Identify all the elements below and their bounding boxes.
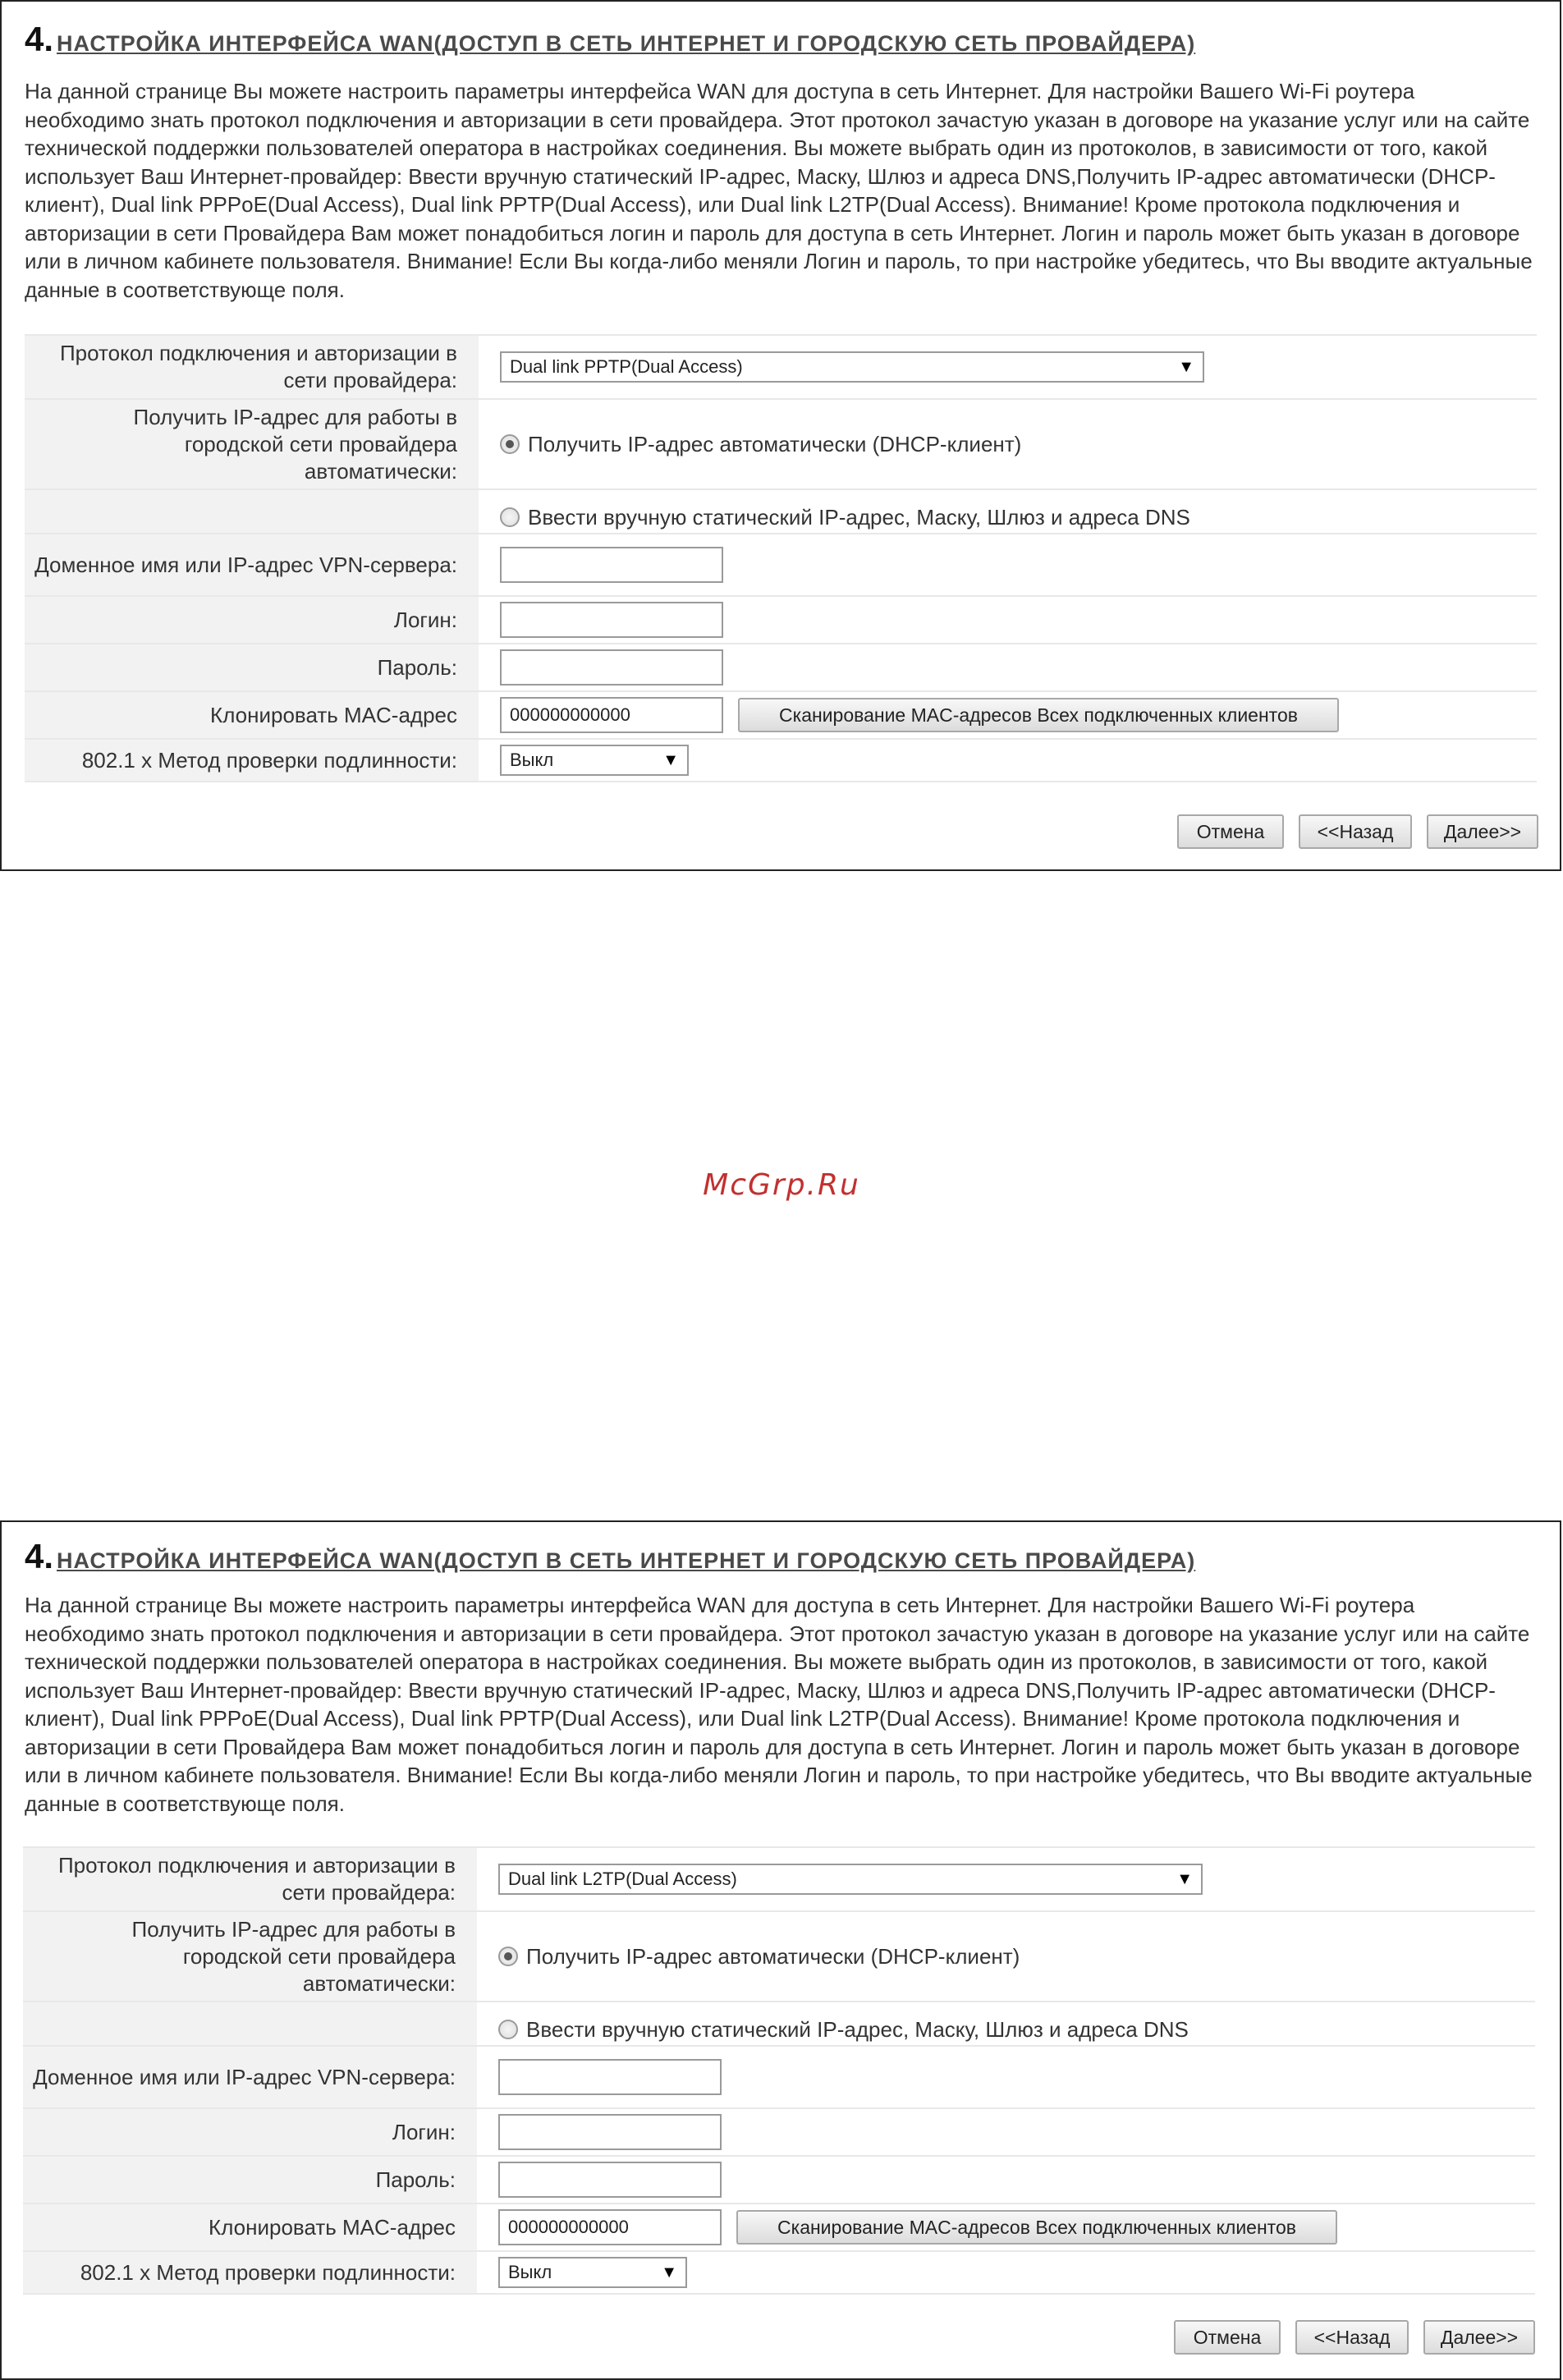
- clone-mac-label: Клонировать MAC-адрес: [23, 2204, 477, 2250]
- vpn-server-row: [23, 2045, 1535, 2107]
- page-title: [25, 1537, 1195, 1576]
- password-label: Пароль:: [25, 644, 479, 690]
- page-title: [25, 20, 1195, 59]
- protocol-row: [25, 334, 1537, 398]
- vpn-server-label: Доменное имя или IP-адрес VPN-сервера:: [23, 2047, 477, 2107]
- password-input[interactable]: [498, 2162, 722, 2198]
- static-ip-row: [23, 2001, 1535, 2045]
- protocol-select[interactable]: [500, 351, 1204, 383]
- cancel-button[interactable]: Отмена: [1174, 2320, 1281, 2355]
- step-number: 4.: [25, 20, 54, 58]
- password-row: [25, 643, 1537, 690]
- wan-form: [25, 334, 1537, 782]
- protocol-label: Протокол подключения и авторизации в сети провайдера:: [23, 1848, 477, 1910]
- radio-selected-dot: [506, 440, 514, 448]
- chevron-down-icon: ▼: [1176, 1869, 1193, 1888]
- protocol-row: [23, 1846, 1535, 1910]
- auth-8021x-row: [25, 738, 1537, 782]
- clone-mac-row: [25, 690, 1537, 738]
- static-ip-row: [25, 488, 1537, 533]
- watermark: McGrp.Ru: [703, 1168, 860, 1202]
- back-button[interactable]: <<Назад: [1299, 814, 1412, 849]
- static-radio[interactable]: [500, 507, 520, 527]
- title-text: НАСТРОЙКА ИНТЕРФЕЙСА WAN(ДОСТУП В СЕТЬ ИНТЕРНЕТ И ГОРОДСКУЮ СЕТЬ ПРОВАЙДЕРА): [57, 1548, 1196, 1573]
- dhcp-option-label[interactable]: Получить IP-адрес автоматически (DHCP-клиент): [528, 431, 1022, 456]
- mac-input[interactable]: 000000000000: [498, 2209, 722, 2245]
- description: На данной странице Вы можете настроить параметры интерфейса WAN для доступа в сеть Интернет. Для настройки Вашего Wi-Fi роутера необходимо знать протокол подключения и авторизации в сети провайдера. Этот протокол зачастую указан в договоре на указание услуг или на сайте технической поддержки пользователей оператора в настройках соединения. Вы можете выбрать один из протоколов, в зависимости от того, какой использует Ваш Интернет-провайдер: Ввести вручную статический IP-адрес, Маску, Шлюз и адреса DNS,Получить IP-адрес автоматически (DHCP-клиент), Dual link PPPoE(Dual Access), Dual link PPTP(Dual Access), или Dual link L2TP(Dual Access). Внимание! Кроме протокола подключения и авторизации в сети Провайдера Вам может понадобиться логин и пароль для доступа в сеть Интернет. Логин и пароль может быть указан в договоре или в личном кабинете пользователя. Внимание! Если Вы когда-либо меняли Логин и пароль, то при настройке убедитесь, что Вы вводите актуальные данные в соответствующе поля.: [25, 1593, 1533, 1816]
- next-button[interactable]: Далее>>: [1427, 814, 1538, 849]
- login-row: [25, 595, 1537, 643]
- dhcp-radio[interactable]: [498, 1947, 518, 1966]
- chevron-down-icon: ▼: [1178, 357, 1194, 376]
- mac-input[interactable]: 000000000000: [500, 697, 723, 733]
- auth-8021x-value: Выкл: [510, 750, 554, 770]
- dhcp-radio[interactable]: [500, 434, 520, 454]
- clone-mac-label: Клонировать MAC-адрес: [25, 692, 479, 738]
- password-input[interactable]: [500, 649, 723, 686]
- dhcp-option-label[interactable]: Получить IP-адрес автоматически (DHCP-клиент): [526, 1943, 1020, 1969]
- login-row: [23, 2107, 1535, 2155]
- protocol-value: Dual link PPTP(Dual Access): [510, 356, 743, 377]
- auth-8021x-select[interactable]: [500, 745, 689, 776]
- password-label: Пароль:: [23, 2157, 477, 2203]
- auth-8021x-label: 802.1 x Метод проверки подлинности:: [25, 740, 479, 781]
- wan-form: [23, 1846, 1535, 2295]
- ip-mode-label: Получить IP-адрес для работы в городской сети провайдера автоматически:: [25, 400, 479, 488]
- login-label: Логин:: [23, 2109, 477, 2155]
- auth-8021x-select[interactable]: [498, 2257, 687, 2288]
- wan-settings-panel-pptp: [0, 0, 1561, 871]
- scan-mac-button[interactable]: Сканирование MAC-адресов Всех подключенных клиентов: [738, 698, 1339, 732]
- description: На данной странице Вы можете настроить параметры интерфейса WAN для доступа в сеть Интернет. Для настройки Вашего Wi-Fi роутера необходимо знать протокол подключения и авторизации в сети провайдера. Этот протокол зачастую указан в договоре на указание услуг или на сайте технической поддержки пользователей оператора в настройках соединения. Вы можете выбрать один из протоколов, в зависимости от того, какой использует Ваш Интернет-провайдер: Ввести вручную статический IP-адрес, Маску, Шлюз и адреса DNS,Получить IP-адрес автоматически (DHCP-клиент), Dual link PPPoE(Dual Access), Dual link PPTP(Dual Access), или Dual link L2TP(Dual Access). Внимание! Кроме протокола подключения и авторизации в сети Провайдера Вам может понадобиться логин и пароль для доступа в сеть Интернет. Логин и пароль может быть указан в договоре или в личном кабинете пользователя. Внимание! Если Вы когда-либо меняли Логин и пароль, то при настройке убедитесь, что Вы вводите актуальные данные в соответствующе поля.: [25, 79, 1533, 302]
- clone-mac-row: [23, 2203, 1535, 2250]
- cancel-button[interactable]: Отмена: [1177, 814, 1284, 849]
- step-number: 4.: [25, 1537, 54, 1575]
- login-input[interactable]: [498, 2114, 722, 2150]
- vpn-server-label: Доменное имя или IP-адрес VPN-сервера:: [25, 534, 479, 595]
- login-input[interactable]: [500, 602, 723, 638]
- static-radio[interactable]: [498, 2020, 518, 2039]
- auth-8021x-value: Выкл: [508, 2262, 552, 2282]
- next-button[interactable]: Далее>>: [1423, 2320, 1535, 2355]
- ip-mode-label: Получить IP-адрес для работы в городской сети провайдера автоматически:: [23, 1912, 477, 2001]
- static-option-label[interactable]: Ввести вручную статический IP-адрес, Маску, Шлюз и адреса DNS: [528, 504, 1190, 530]
- protocol-label: Протокол подключения и авторизации в сети провайдера:: [25, 336, 479, 398]
- chevron-down-icon: ▼: [661, 2263, 677, 2281]
- vpn-server-row: [25, 533, 1537, 595]
- protocol-select[interactable]: [498, 1864, 1203, 1895]
- radio-selected-dot: [504, 1952, 512, 1960]
- wan-settings-panel-l2tp: [0, 1520, 1561, 2380]
- protocol-value: Dual link L2TP(Dual Access): [508, 1869, 737, 1889]
- vpn-server-input[interactable]: [498, 2059, 722, 2095]
- chevron-down-icon: ▼: [662, 750, 679, 769]
- ip-mode-row: [23, 1910, 1535, 2001]
- static-option-label[interactable]: Ввести вручную статический IP-адрес, Маску, Шлюз и адреса DNS: [526, 2016, 1189, 2042]
- action-bar: [1177, 814, 1538, 849]
- action-bar: [1174, 2320, 1535, 2355]
- title-text: НАСТРОЙКА ИНТЕРФЕЙСА WAN(ДОСТУП В СЕТЬ ИНТЕРНЕТ И ГОРОДСКУЮ СЕТЬ ПРОВАЙДЕРА): [57, 31, 1196, 56]
- back-button[interactable]: <<Назад: [1295, 2320, 1409, 2355]
- auth-8021x-label: 802.1 x Метод проверки подлинности:: [23, 2252, 477, 2293]
- scan-mac-button[interactable]: Сканирование MAC-адресов Всех подключенных клиентов: [736, 2210, 1337, 2245]
- password-row: [23, 2155, 1535, 2203]
- login-label: Логин:: [25, 597, 479, 643]
- ip-mode-row: [25, 398, 1537, 488]
- vpn-server-input[interactable]: [500, 547, 723, 583]
- auth-8021x-row: [23, 2250, 1535, 2295]
